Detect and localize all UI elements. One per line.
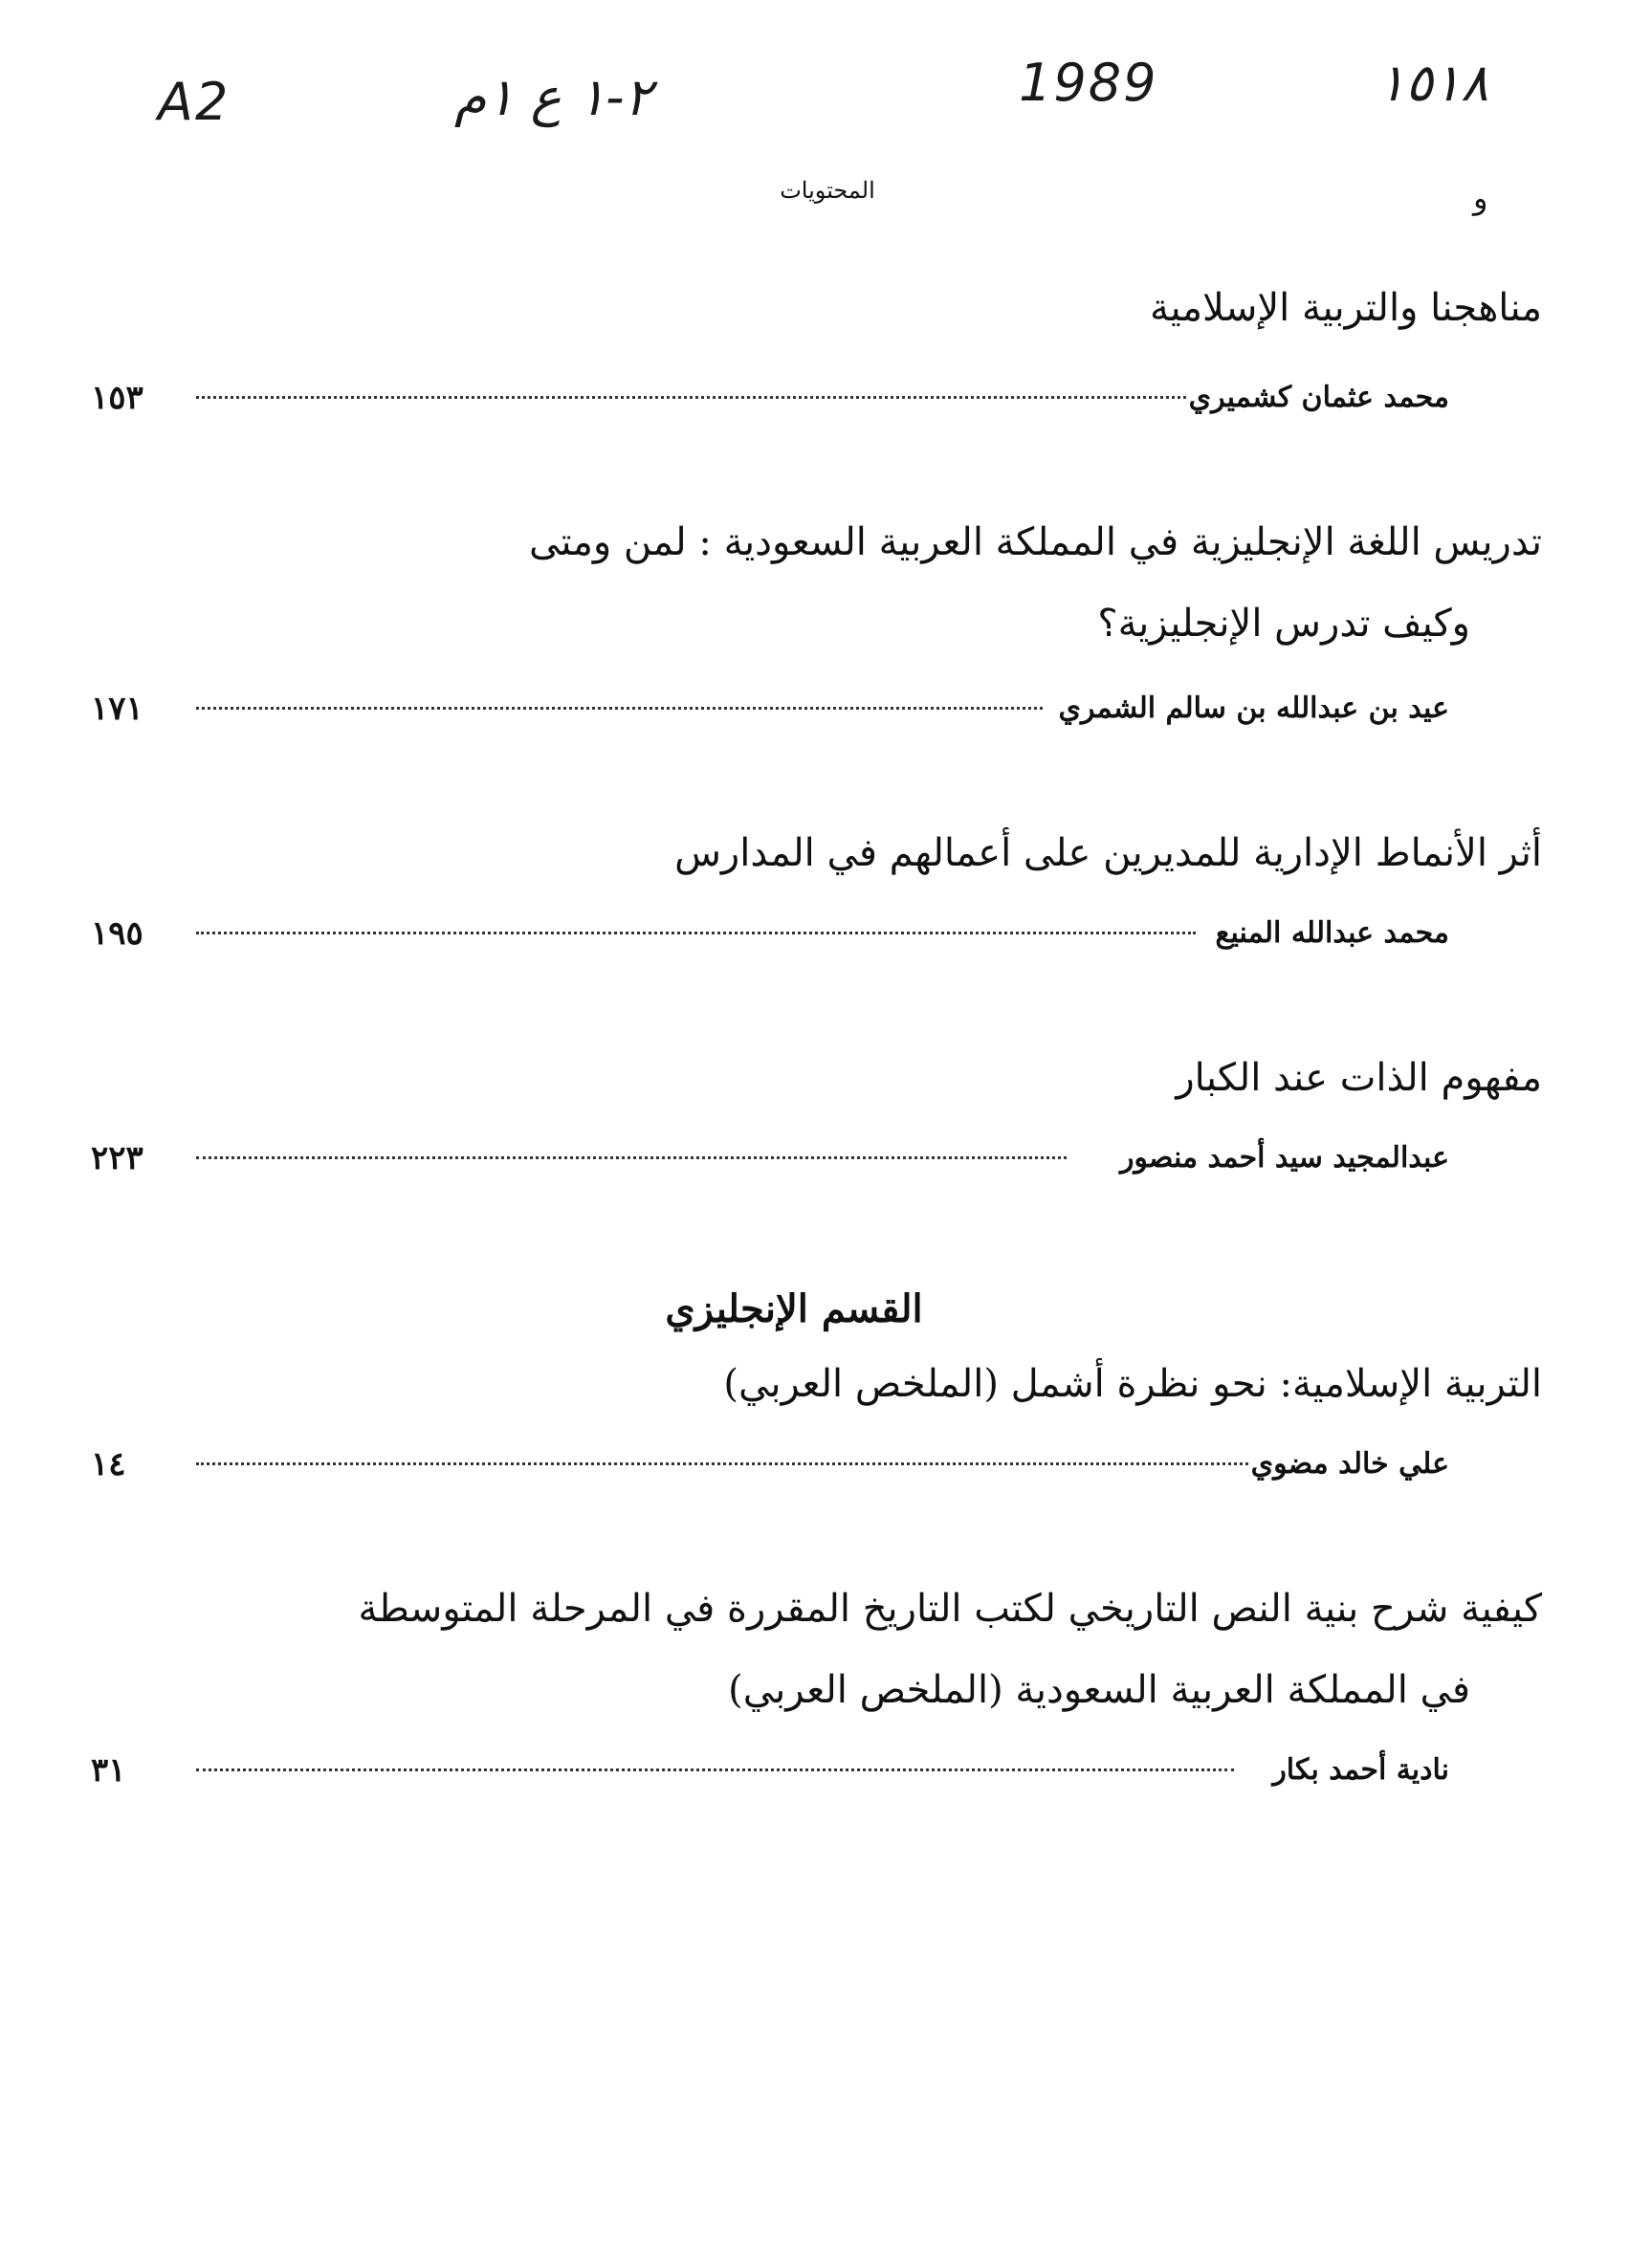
entry-author: محمد عبدالله المنيع xyxy=(1215,916,1449,950)
entry-author: محمد عثمان كشميري xyxy=(1188,381,1449,414)
leader-dots xyxy=(196,1156,1067,1159)
entry-author: عيد بن عبدالله بن سالم الشمري xyxy=(1058,692,1449,725)
entry-title-continued: وكيف تدرس الإنجليزية؟ xyxy=(1097,602,1470,646)
entry-page-number: ٣١ xyxy=(91,1751,126,1790)
toc-entry-row xyxy=(91,684,1449,734)
entry-page-number: ١٧١ xyxy=(91,690,143,728)
leader-dots xyxy=(196,1462,1248,1465)
handwritten-mark: ١٥١٨ xyxy=(1377,53,1489,113)
entry-page-number: ١٤ xyxy=(91,1445,126,1483)
handwritten-mark: 1989 xyxy=(1019,53,1158,113)
leader-dots xyxy=(196,707,1043,710)
page-number: و xyxy=(1473,180,1488,216)
entry-page-number: ٢٢٣ xyxy=(91,1139,143,1177)
running-head: المحتويات xyxy=(780,177,875,204)
toc-entry-row xyxy=(91,909,1449,958)
entry-author: عبدالمجيد سيد أحمد منصور xyxy=(1119,1141,1449,1175)
toc-entry-row xyxy=(91,1746,1449,1795)
leader-dots xyxy=(196,396,1186,399)
entry-page-number: ١٥٣ xyxy=(91,379,143,417)
entry-title: مفهوم الذات عند الكبار xyxy=(1176,1056,1542,1100)
entry-title: مناهجنا والتربية الإسلامية xyxy=(1150,286,1542,330)
entry-title: أثر الأنماط الإدارية للمديرين على أعمالهم في المدارس xyxy=(674,831,1542,875)
handwritten-mark: A2 xyxy=(158,72,231,132)
handwritten-mark: ٢-١ ع ١م xyxy=(454,67,652,127)
toc-entry-row xyxy=(91,1439,1449,1489)
entry-page-number: ١٩٥ xyxy=(91,914,143,953)
entry-title: التربية الإسلامية: نحو نظرة أشمل (الملخص العربي) xyxy=(723,1362,1542,1406)
entry-title: كيفية شرح بنية النص التاريخي لكتب التاريخ المقررة في المرحلة المتوسطة xyxy=(358,1587,1542,1631)
toc-entry-row xyxy=(91,1133,1449,1183)
toc-entry-row xyxy=(91,373,1449,423)
entry-title: تدريس اللغة الإنجليزية في المملكة العربية السعودية : لمن ومتى xyxy=(529,520,1542,564)
entry-author: علي خالد مضوي xyxy=(1250,1447,1449,1481)
entry-title-continued: في المملكة العربية السعودية (الملخص العربي) xyxy=(728,1668,1470,1712)
leader-dots xyxy=(196,1768,1234,1771)
section-heading: القسم الإنجليزي xyxy=(665,1286,923,1331)
entry-author: نادية أحمد بكار xyxy=(1272,1753,1449,1787)
leader-dots xyxy=(196,932,1196,934)
